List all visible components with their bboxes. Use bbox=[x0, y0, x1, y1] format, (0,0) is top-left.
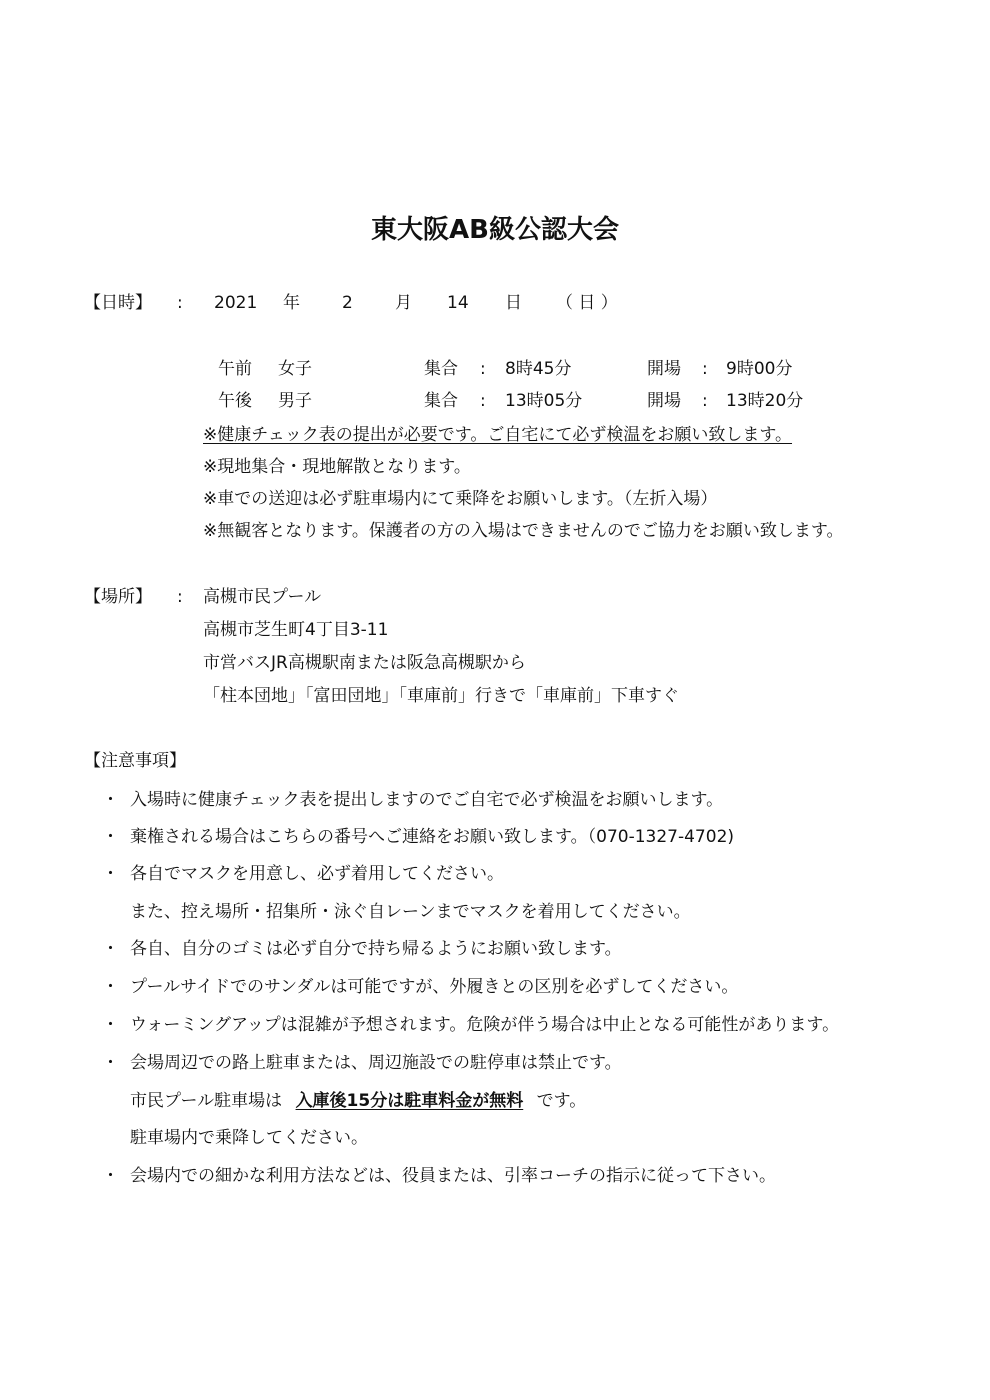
bullet: ・ bbox=[102, 1166, 119, 1186]
weekday: （ 日 ） bbox=[556, 293, 618, 313]
datetime-colon: : bbox=[177, 293, 183, 313]
datetime-label: 【日時】 bbox=[84, 293, 152, 313]
caution-item-continuation: また、控え場所・招集所・泳ぐ自レーンまでマスクを着用してください。 bbox=[130, 902, 691, 922]
open-time: 9時00分 bbox=[726, 359, 793, 379]
page-title: 東大阪AB級公認大会 bbox=[371, 215, 619, 245]
month-unit: 月 bbox=[395, 293, 412, 313]
day-value: 14 bbox=[447, 293, 469, 313]
gather-label: 集合 bbox=[424, 391, 458, 411]
caution-item: 会場周辺での路上駐車または、周辺施設での駐停車は禁止です。 bbox=[130, 1053, 622, 1073]
bullet: ・ bbox=[102, 1015, 119, 1035]
gather-time: 8時45分 bbox=[505, 359, 572, 379]
month-value: 2 bbox=[342, 293, 353, 313]
parking-free-highlight: 入庫後15分は駐車料金が無料 bbox=[295, 1091, 524, 1111]
venue-label: 【場所】 bbox=[84, 587, 152, 607]
parking-suffix: です。 bbox=[536, 1091, 587, 1111]
open-colon: : bbox=[702, 359, 708, 379]
schedule-group: 男子 bbox=[278, 391, 312, 411]
bullet: ・ bbox=[102, 827, 119, 847]
open-time: 13時20分 bbox=[726, 391, 804, 411]
caution-item: 棄権される場合はこちらの番号へご連絡をお願い致します。（070-1327-4702) bbox=[130, 827, 735, 847]
venue-bus-stops: 「柱本団地」「富田団地」「車庫前」行きで「車庫前」下車すぐ bbox=[203, 686, 679, 706]
bullet: ・ bbox=[102, 977, 119, 997]
caution-item: 各自、自分のゴミは必ず自分で持ち帰るようにお願い致します。 bbox=[130, 939, 622, 959]
open-label: 開場 bbox=[647, 391, 681, 411]
venue-address: 高槻市芝生町4丁目3-11 bbox=[203, 620, 389, 640]
day-unit: 日 bbox=[505, 293, 522, 313]
cautions-label: 【注意事項】 bbox=[84, 751, 186, 771]
note-meeting: ※現地集合・現地解散となります。 bbox=[203, 457, 471, 477]
bullet: ・ bbox=[102, 864, 119, 884]
gather-time: 13時05分 bbox=[505, 391, 583, 411]
caution-item: 入場時に健康チェック表を提出しますのでご自宅で必ず検温をお願いします。 bbox=[130, 790, 724, 810]
gather-label: 集合 bbox=[424, 359, 458, 379]
caution-item-continuation: 駐車場内で乗降してください。 bbox=[130, 1128, 368, 1148]
bullet: ・ bbox=[102, 790, 119, 810]
parking-prefix: 市民プール駐車場は bbox=[130, 1091, 283, 1111]
schedule-time: 午後 bbox=[218, 391, 252, 411]
note-no-spectators: ※無観客となります。保護者の方の入場はできませんのでご協力をお願い致します。 bbox=[203, 521, 844, 541]
venue-access: 市営バスJR高槻駅南または阪急高槻駅から bbox=[203, 653, 526, 673]
note-health-check: ※健康チェック表の提出が必要です。ご自宅にて必ず検温をお願い致します。 bbox=[203, 425, 793, 445]
caution-item: プールサイドでのサンダルは可能ですが、外履きとの区別を必ずしてください。 bbox=[130, 977, 739, 997]
parking-note bbox=[130, 1090, 586, 1112]
caution-item: 各自でマスクを用意し、必ず着用してください。 bbox=[130, 864, 504, 884]
open-label: 開場 bbox=[647, 359, 681, 379]
gather-colon: : bbox=[480, 391, 486, 411]
bullet: ・ bbox=[102, 939, 119, 959]
venue-name: 高槻市民プール bbox=[203, 587, 322, 607]
note-dropoff: ※車での送迎は必ず駐車場内にて乗降をお願いします。（左折入場） bbox=[203, 489, 718, 509]
schedule-time: 午前 bbox=[218, 359, 252, 379]
venue-colon: : bbox=[177, 587, 183, 607]
gather-colon: : bbox=[480, 359, 486, 379]
year-unit: 年 bbox=[283, 293, 300, 313]
year-value: 2021 bbox=[214, 293, 258, 313]
caution-item: 会場内での細かな利用方法などは、役員または、引率コーチの指示に従って下さい。 bbox=[130, 1166, 776, 1186]
open-colon: : bbox=[702, 391, 708, 411]
bullet: ・ bbox=[102, 1053, 119, 1073]
schedule-group: 女子 bbox=[278, 359, 312, 379]
caution-item: ウォーミングアップは混雑が予想されます。危険が伴う場合は中止となる可能性があります。 bbox=[130, 1015, 840, 1035]
